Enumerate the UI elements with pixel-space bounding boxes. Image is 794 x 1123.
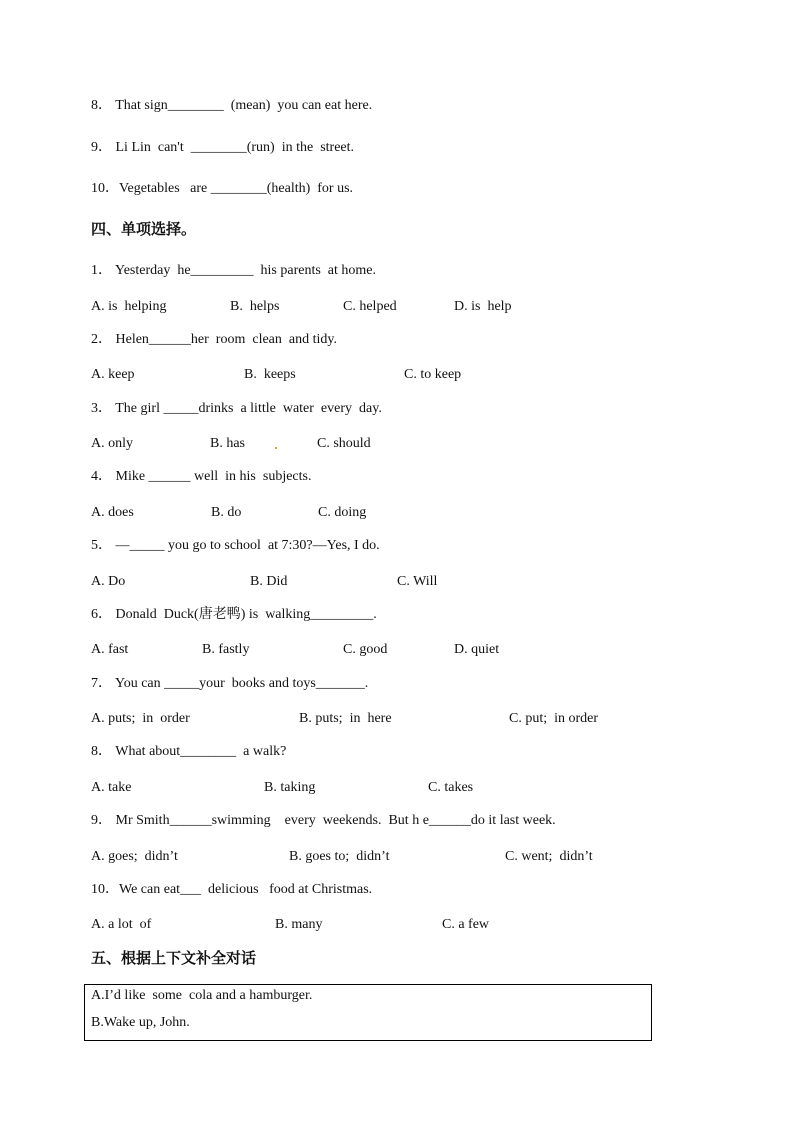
question-6-stem: 6． Donald Duck(唐老鸭) is walking_________. <box>91 607 377 622</box>
question-10-option-a: A. a lot of <box>91 917 152 932</box>
question-5-option-b: B. Did <box>250 574 288 589</box>
question-2-option-c: C. to keep <box>404 367 462 382</box>
question-8-stem: 8． What about________ a walk? <box>91 744 287 759</box>
question-1-option-b: B. helps <box>230 299 280 314</box>
fill-blank-9: 9． Li Lin can't ________(run) in the street. <box>91 140 355 155</box>
dialogue-options-box <box>84 984 652 1041</box>
question-6-option-a: A. fast <box>91 642 129 657</box>
question-2-option-a: A. keep <box>91 367 135 382</box>
question-10-stem: 10．We can eat___ delicious food at Christmas. <box>91 882 373 897</box>
dialogue-option-a: A.I’d like some cola and a hamburger. <box>91 988 313 1003</box>
question-8-option-a: A. take <box>91 780 132 795</box>
question-1-option-a: A. is helping <box>91 299 167 314</box>
question-9-stem: 9． Mr Smith______swimming every weekends. But h e______do it last week. <box>91 813 556 828</box>
question-2-stem: 2． Helen______her room clean and tidy. <box>91 332 337 347</box>
question-1-option-d: D. is help <box>454 299 512 314</box>
question-3-option-a: A. only <box>91 436 133 451</box>
question-1-option-c: C. helped <box>343 299 397 314</box>
question-1-stem: 1． Yesterday he_________ his parents at home. <box>91 263 377 278</box>
question-7-stem: 7． You can _____your books and toys_______. <box>91 676 369 691</box>
question-4-option-a: A. does <box>91 505 134 520</box>
question-10-option-b: B. many <box>275 917 323 932</box>
question-5-option-a: A. Do <box>91 574 126 589</box>
question-4-stem: 4． Mike ______ well in his subjects. <box>91 469 312 484</box>
question-5-stem: 5． —_____ you go to school at 7:30?—Yes, I do. <box>91 538 380 553</box>
question-5-option-c: C. Will <box>397 574 438 589</box>
section-4-heading: 四、单项选择。 <box>91 220 197 238</box>
question-6-option-b: B. fastly <box>202 642 250 657</box>
question-9-option-b: B. goes to; didn’t <box>289 849 390 864</box>
question-8-option-c: C. takes <box>428 780 474 795</box>
question-9-option-c: C. went; didn’t <box>505 849 593 864</box>
question-3-option-b: B. has <box>210 436 245 451</box>
fill-blank-8: 8． That sign________ (mean) you can eat here. <box>91 98 373 113</box>
fill-blank-10: 10．Vegetables are ________(health) for us. <box>91 181 354 196</box>
stray-mark <box>275 447 277 449</box>
question-8-option-b: B. taking <box>264 780 316 795</box>
question-9-option-a: A. goes; didn’t <box>91 849 178 864</box>
question-7-option-c: C. put; in order <box>509 711 599 726</box>
question-7-option-a: A. puts; in order <box>91 711 190 726</box>
question-2-option-b: B. keeps <box>244 367 296 382</box>
question-10-option-c: C. a few <box>442 917 490 932</box>
question-4-option-b: B. do <box>211 505 242 520</box>
question-3-option-c: C. should <box>317 436 371 451</box>
section-5-heading: 五、根据上下文补全对话 <box>91 949 257 967</box>
question-3-stem: 3． The girl _____drinks a little water every day. <box>91 401 382 416</box>
dialogue-option-b: B.Wake up, John. <box>91 1015 190 1030</box>
question-4-option-c: C. doing <box>318 505 367 520</box>
question-6-option-d: D. quiet <box>454 642 500 657</box>
question-6-option-c: C. good <box>343 642 388 657</box>
question-7-option-b: B. puts; in here <box>299 711 392 726</box>
